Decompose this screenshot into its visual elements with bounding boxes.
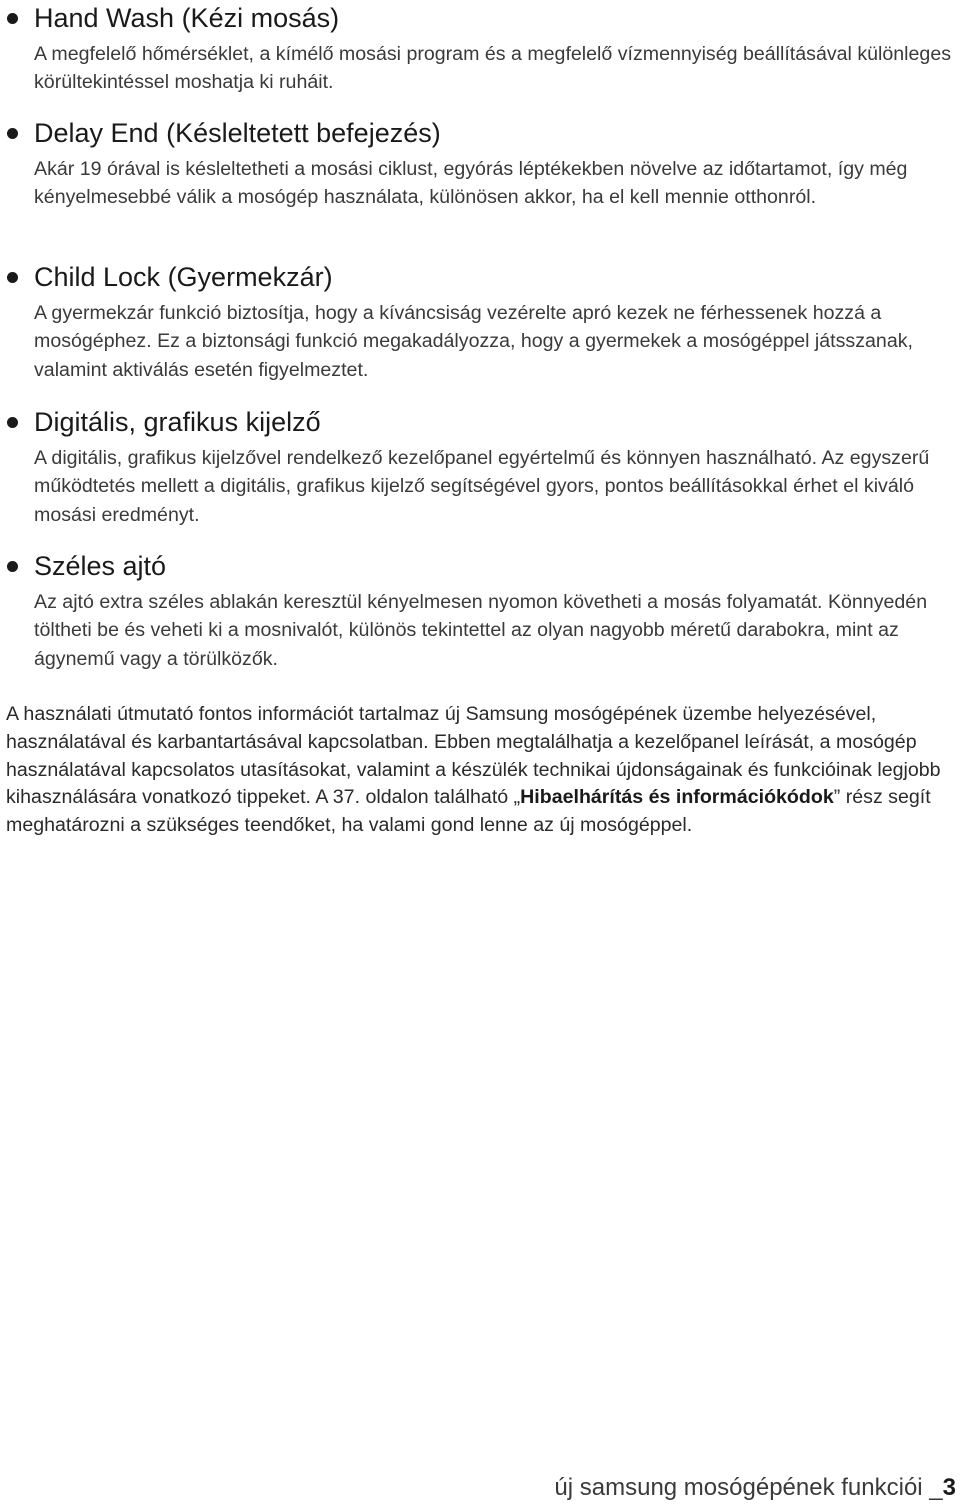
feature-description: Az ajtó extra széles ablakán keresztül kényelmesen nyomon követheti a mosás folyamatát. Könnyedén töltheti be és veheti ki a mosnivalót, különös tekintettel az olyan nagyobb méretű darabokra, mint az ágynemű vagy a törülközők.	[34, 591, 928, 670]
intro-text: A használati útmutató fontos információt tartalmaz új Samsung mosógépének üzembe helyezésével, használatával és karbantartásával kapcsolatban. Ebben megtalálhatja a kezelőpanel leírását, a mosógép használatával kapcsolatos utasításokat, valamint a készülék technikai újdonságainak és funkcióinak legjobb kihasználására vonatkozó tippeket. A 37. oldalon található „	[6, 703, 941, 809]
feature-description: A digitális, grafikus kijelzővel rendelkező kezelőpanel egyértelmű és könnyen használható. Az egyszerű működtetés mellett a digitális, grafikus kijelző segítségével gyors, pontos beállításokkal érhet el kiváló mosási eredményt.	[34, 447, 930, 526]
feature-description: A megfelelő hőmérséklet, a kímélő mosási program és a megfelelő vízmennyiség beállításával különleges körültekintéssel moshatja ki ruháit.	[34, 43, 952, 94]
feature-hand-wash	[0, 1, 955, 97]
feature-delay-end	[0, 116, 955, 212]
feature-child-lock	[0, 260, 955, 384]
feature-description: Akár 19 órával is késleltetheti a mosási ciklust, egyórás léptékekben növelve az időtartamot, így még kényelmesebbé válik a mosógép használata, különösen akkor, ha el kell mennie otthonról.	[34, 158, 908, 209]
feature-heading: Széles ajtó	[34, 551, 167, 581]
intro-text-end: ” rész segít meghatározni a szükséges teendőket, ha valami gond lenne az új mosógéppel.	[6, 786, 931, 837]
feature-description: A gyermekzár funkció biztosítja, hogy a kíváncsiság vezérelte apró kezek ne férhessenek hozzá a mosógéphez. Ez a biztonsági funkció megakadályozza, hogy a gyermekek a mosógéppel játsszanak, valamint aktiválás esetén figyelmeztet.	[34, 302, 913, 381]
bullet-icon	[7, 561, 18, 572]
page-number: 3	[942, 1474, 956, 1501]
feature-heading: Hand Wash (Kézi mosás)	[34, 3, 340, 33]
footer-label: új samsung mosógépének funkciói _	[554, 1474, 943, 1501]
bullet-icon	[7, 272, 18, 283]
feature-heading: Child Lock (Gyermekzár)	[34, 262, 333, 292]
feature-wide-door	[0, 549, 955, 673]
troubleshooting-reference: Hibaelhárítás és információkódok	[520, 786, 834, 809]
feature-heading: Delay End (Késleltetett befejezés)	[34, 118, 441, 148]
bullet-icon	[7, 417, 18, 428]
bullet-icon	[7, 13, 18, 24]
page-footer	[554, 1471, 956, 1505]
manual-intro-paragraph	[6, 701, 956, 840]
bullet-icon	[7, 128, 18, 139]
feature-heading: Digitális, grafikus kijelző	[34, 407, 321, 437]
feature-digital-display	[0, 405, 955, 529]
